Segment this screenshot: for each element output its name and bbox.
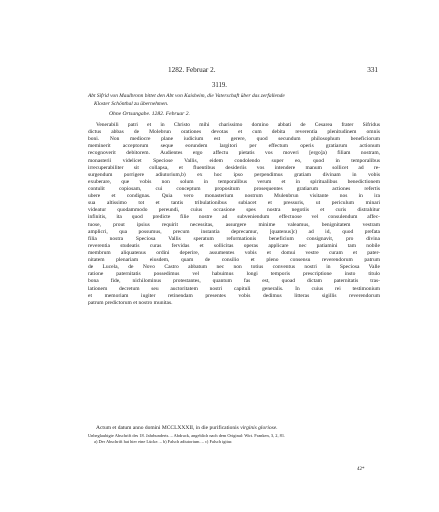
body-line: contulit copiosam, cui conceptum propositum prosequentes gratiarum actiones refertis (88, 185, 380, 192)
footnotes (88, 433, 380, 445)
body-line: reverentia studeatis curas fervidas et sollicitas operas applicare nec patiamini tam nobile (88, 242, 380, 249)
body-line: exuberare, que vobis non solum in temporalibus verum et in spiritualibus benedictionem (88, 178, 380, 185)
abstract-line: Abt Sifrid von Maulbronn bittet den Abt von Kaisheim, die Vaterschaft über das zerfallende (88, 93, 285, 99)
dating-prefix: Ohne Ortsangabe. (109, 111, 151, 117)
abstract-line: Kloster Schönthal zu übernehmen. (94, 100, 169, 107)
body-line: nitatem plenariam eiusdem, quam de consilio et pleno consensu reverendorum patrum (88, 257, 380, 264)
body-line: ratione paternitatis possedimus vel habuimus longi temporis prescriptione insto titulo (88, 271, 380, 278)
body-line: membrum aliquatenus ordini deperire, assumentes vobis et domui vestre curam et pater- (88, 249, 380, 256)
actum-italic: virginis gloriose. (240, 425, 278, 431)
page-number: 331 (367, 66, 378, 74)
body-line: tuose, prout ipsius requirit necessitas, assurgere minime valeamus, benignitatem vestram (88, 221, 380, 228)
body-line: videatur quodammodo pereundi, cuius occasione spes nostra negotiis et curis distrahitur (88, 207, 380, 214)
body-line: monasterii videlicet Speciose Vallis, eidem condolendo super eo, quod in temporalibus (88, 157, 380, 164)
body-line: dictus abbas de Molebrun orationes devotas et cum debita reverentia plenitudinem omnis (88, 129, 380, 136)
footnote-line: Unbeglaubigte Abschrift des 18. Jahrhunderts. – Abdruck, angeblich nach dem Original: Wirt. Franken, 3, 2, 81. (88, 433, 286, 438)
document-dating (109, 111, 359, 118)
footnote-line: a) Der Abschrift hat hier eine Lücke. – b) Falsch adiutorium. – c) Falsch igitur. (94, 439, 233, 444)
body-line: recognoverit debitorem. Audientes ergo affectu pietatis vos moveri [ergo]a) filiam nostram, (88, 150, 380, 157)
dating-date: 1282. Februar 2. (151, 111, 190, 117)
page-header (86, 66, 378, 74)
printer-signature: 42* (357, 467, 365, 472)
body-line: de Lucela, de Novo Castro abbatum nec non totius conventus nostri in Speciosa Valle (88, 264, 380, 271)
body-line: irrecuperabiliter sit collapsa, et fluentibus desideriis vos intendere manum sollicet ad re- (88, 164, 380, 171)
body-line: meminerit acceptorum seque eorundem largitori per effectum operis gratiarum actionum (88, 143, 380, 150)
header-date: 1282. Februar 2. (168, 66, 216, 74)
body-line: Venerabili patri et in Christo mihi charissimo domino abbati de Cesarea frater Sifridus (96, 122, 380, 128)
body-line: lationem decretum seu auctoritatem nostri capituli generalis. In cuius rei testimonium (88, 285, 380, 292)
body-line: infinitis, ita quod predicte filie nostre ad subveniendum effectuose vel consulendum affec- (88, 214, 380, 221)
body-line: bona fide, nichilominus protestantes, quantum fas est, quoad dictam paternitatis tras- (88, 278, 380, 285)
body-line: sua altissimo tot et tantis tribulationibus subiacet et pressuris, ut periculum minari (88, 200, 380, 207)
document-body (88, 122, 380, 307)
body-line: amplicri, qua possumus, precum instantia deprecamur, [quatenus]c) ad id, quod prefata (88, 228, 380, 235)
body-line: filia nostra Speciosa Vallis speratum reformationis beneficium consignavit, pro divina (88, 235, 380, 242)
document-abstract (88, 93, 350, 108)
body-line: boni. Non mediocre plane iudicium est gerere, quod secundum philosophum beneficiorum (88, 136, 380, 143)
body-line: ubere et condignas. Quia vero monasterium nostrum Mulenbrun visitante nos in ira (88, 193, 380, 200)
actum-text: Actum et datum anno domini MCCLXXXII, in die purificationis (96, 425, 239, 431)
body-line: patrum predictorum et nostro munitas. (88, 299, 173, 306)
actum-line (96, 425, 386, 432)
body-line: surgendum porrigere adiutorium,b) ex hoc ipso perpendimus gratiam divinam in vobis (88, 171, 380, 178)
body-line: et memoriam iugiter retinendam presentes vobis dedimus litteras sigillis reverendorum (88, 292, 380, 299)
document-number: 3119. (211, 82, 228, 89)
